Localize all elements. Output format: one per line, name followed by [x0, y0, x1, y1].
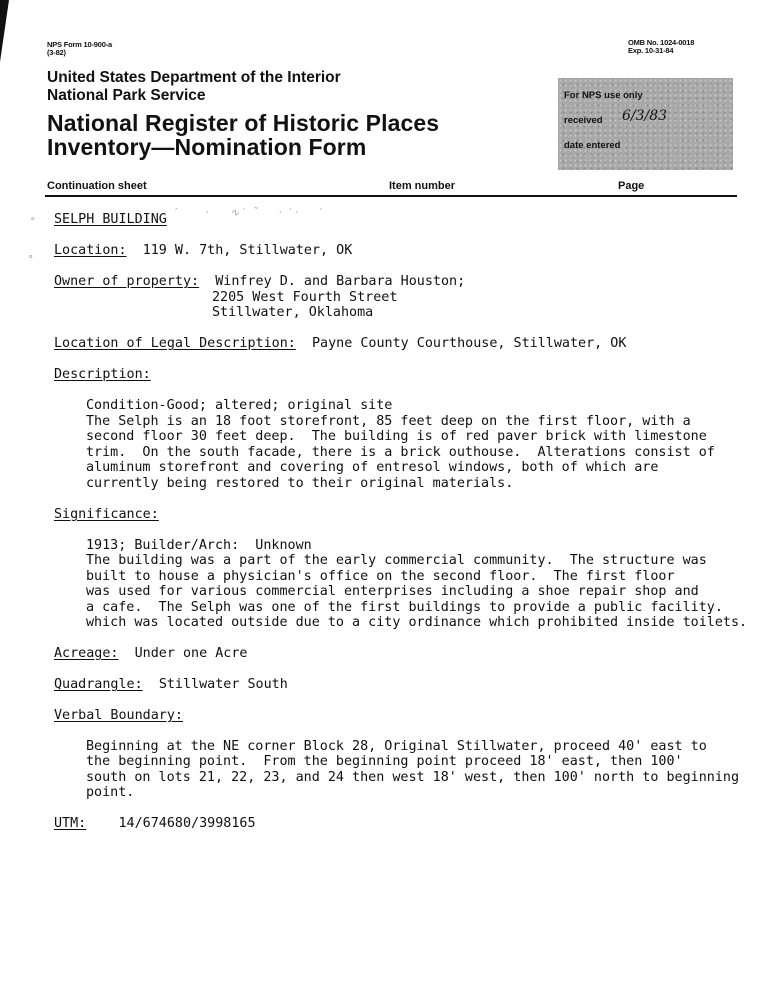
- significance-line: built to house a physician's office on the second floor. The first floor: [86, 569, 675, 584]
- description-line: Condition-Good; altered; original site: [86, 398, 393, 413]
- header-rule: [45, 195, 737, 197]
- received-label: received: [564, 115, 603, 126]
- legal-description-row: [54, 336, 626, 352]
- omb-number: OMB No. 1024-0018: [628, 38, 695, 47]
- verbal-boundary-label: Verbal Boundary:: [54, 708, 183, 723]
- location-value: 119 W. 7th, Stillwater, OK: [142, 243, 353, 258]
- significance-line: was used for various commercial enterprises including a shoe repair shop and: [86, 584, 699, 599]
- acreage-value: Under one Acre: [134, 646, 248, 661]
- quadrangle-label: Quadrangle:: [54, 677, 143, 692]
- form-title-line-1: National Register of Historic Places: [47, 110, 440, 136]
- quadrangle-value: Stillwater South: [158, 677, 288, 692]
- nps-use-box: [558, 78, 733, 170]
- service-name: National Park Service: [47, 87, 206, 104]
- utm-label: UTM:: [54, 816, 87, 831]
- owner-row: [54, 274, 465, 290]
- continuation-sheet-label: Continuation sheet: [47, 180, 147, 192]
- boundary-line: point.: [86, 785, 135, 800]
- owner-label: Owner of property:: [54, 274, 200, 289]
- significance-line: The building was a part of the early commercial community. The structure was: [86, 553, 707, 568]
- form-number: NPS Form 10-900-a: [47, 40, 112, 49]
- date-entered-label: date entered: [564, 140, 621, 151]
- margin-mark: ∘: [30, 212, 36, 225]
- form-date: (3-82): [47, 48, 66, 57]
- location-row: [54, 243, 352, 259]
- page-label: Page: [618, 180, 645, 192]
- margin-mark: ∘: [28, 250, 34, 263]
- department-name: United States Department of the Interior: [47, 69, 341, 86]
- owner-line: 2205 West Fourth Street: [212, 290, 398, 305]
- form-title-line-2: Inventory—Nomination Form: [47, 134, 367, 160]
- significance-line: 1913; Builder/Arch: Unknown: [86, 538, 312, 553]
- owner-line: Stillwater, Oklahoma: [212, 305, 374, 320]
- utm-value: 14/674680/3998165: [118, 816, 256, 831]
- description-line: The Selph is an 18 foot storefront, 85 feet deep on the first floor, with a: [86, 414, 691, 429]
- expiration-date: Exp. 10-31-84: [628, 46, 674, 55]
- item-number-label: Item number: [389, 180, 456, 192]
- significance-line: which was located outside due to a city ordinance which prohibited inside toilets.: [86, 615, 748, 630]
- significance-label: Significance:: [54, 507, 159, 522]
- legal-description-value: Payne County Courthouse, Stillwater, OK: [311, 336, 627, 351]
- description-label: Description:: [54, 367, 151, 382]
- description-line: trim. On the south facade, there is a brick outhouse. Alterations consist of: [86, 445, 715, 460]
- boundary-line: Beginning at the NE corner Block 28, Original Stillwater, proceed 40' east to: [86, 739, 707, 754]
- utm-row: [54, 816, 256, 832]
- owner-line: Winfrey D. and Barbara Houston;: [215, 274, 466, 289]
- location-label: Location:: [54, 243, 127, 258]
- acreage-label: Acreage:: [54, 646, 119, 661]
- faint-handwriting-smudge: ′ · ∿ ′ ˜ · ′ · ′: [175, 206, 323, 219]
- description-line: second floor 30 feet deep. The building is of red paver brick with limestone: [86, 429, 707, 444]
- received-date-handwritten: 6/3/83: [622, 108, 668, 124]
- nps-use-label: For NPS use only: [564, 90, 643, 101]
- building-name: SELPH BUILDING: [54, 212, 167, 227]
- description-line: currently being restored to their original materials.: [86, 476, 514, 491]
- corner-registration-mark: [0, 0, 9, 62]
- boundary-line: the beginning point. From the beginning point proceed 18' east, then 100': [86, 754, 683, 769]
- legal-description-label: Location of Legal Description:: [54, 336, 296, 351]
- description-line: aluminum storefront and covering of entresol windows, both of which are: [86, 460, 659, 475]
- significance-line: a cafe. The Selph was one of the first buildings to provide a public facility.: [86, 600, 723, 615]
- quadrangle-row: [54, 677, 288, 693]
- boundary-line: south on lots 21, 22, 23, and 24 then west 18' west, then 100' north to beginning: [86, 770, 740, 785]
- acreage-row: [54, 646, 248, 662]
